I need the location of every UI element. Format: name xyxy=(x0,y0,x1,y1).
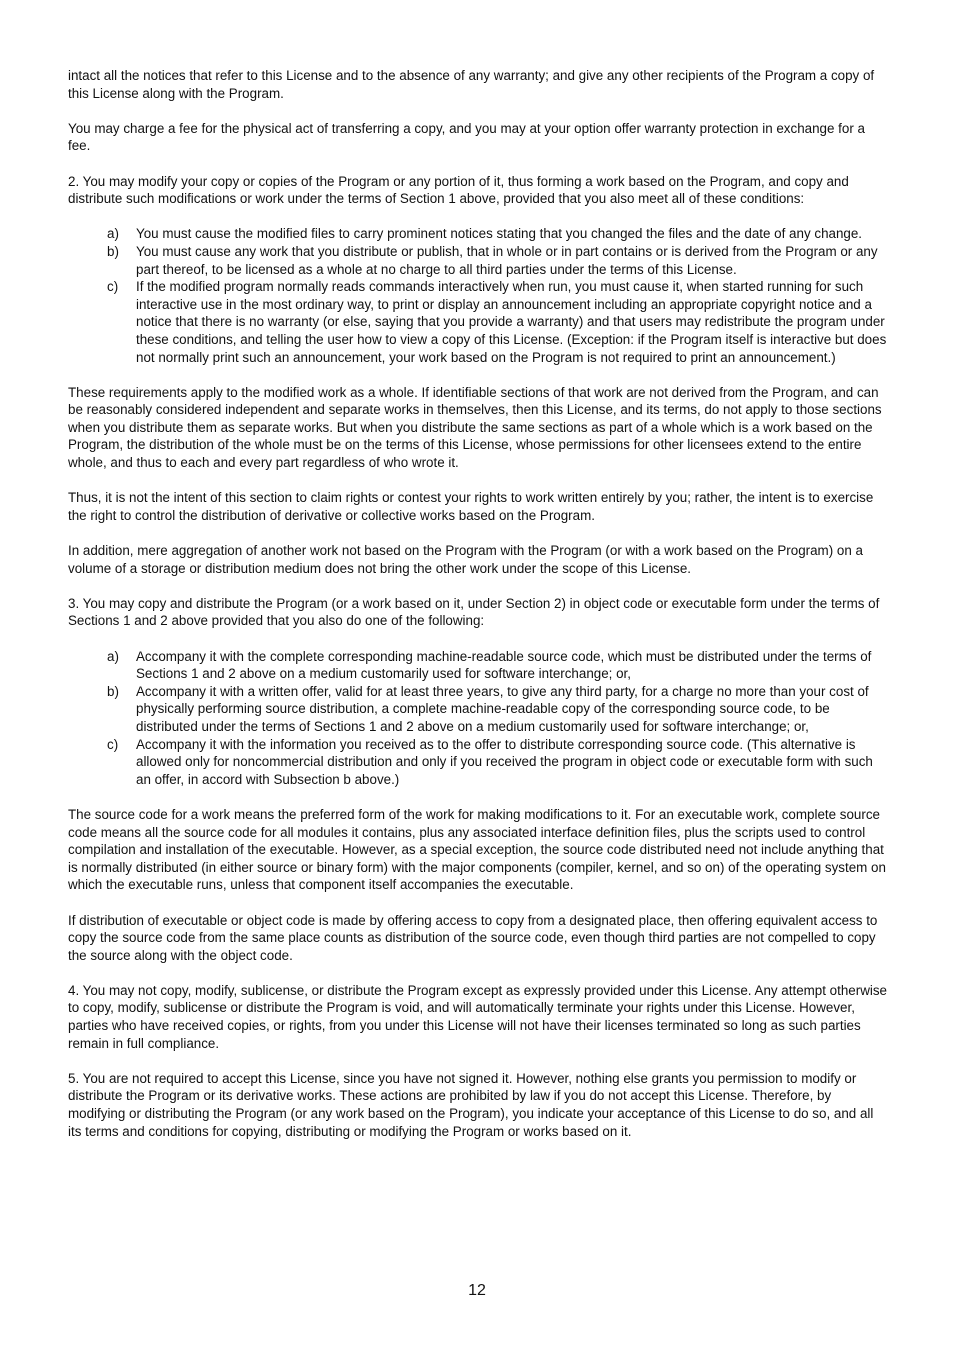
list-item xyxy=(68,736,888,789)
list-item-text: Accompany it with the information you received as to the offer to distribute corresponding source code. (This alternative is allowed only for noncommercial distribution and only if you received the program in object code or executable form with such an offer, in accord with Subsection b above.) xyxy=(136,736,873,787)
paragraph-section-3: 3. You may copy and distribute the Program (or a work based on it, under Section 2) in object code or executable form under the terms of Sections 1 and 2 above provided that you also do one of the following: xyxy=(68,595,880,629)
document-page xyxy=(68,67,888,1158)
list-item xyxy=(68,243,888,278)
page-number: 12 xyxy=(468,1282,486,1299)
paragraph-aggregation: In addition, mere aggregation of another work not based on the Program with the Program (or with a work based on the Program) on a volume of a storage or distribution medium does not bring the other work under the scope of this License. xyxy=(68,543,863,576)
paragraph-section-2: 2. You may modify your copy or copies of the Program or any portion of it, thus forming a work based on the Program, and copy and distribute such modifications or work under the terms of Section 1 above, provided that you also meet all of these conditions: xyxy=(68,173,849,207)
list-item xyxy=(68,225,888,243)
list-item-text: You must cause any work that you distribute or publish, that in whole or in part contains or is derived from the Program or any part thereof, to be licensed as a whole at no charge to all third parties under the terms of this License. xyxy=(136,243,878,277)
paragraph-section-4: 4. You may not copy, modify, sublicense, or distribute the Program except as expressly provided under this License. Any attempt otherwise to copy, modify, sublicense or distribute the Program is void, and will automatically terminate your rights under this License. However, parties who have received copies, or rights, from you under this License will not have their licenses terminated so long as such parties remain in full compliance. xyxy=(68,982,887,1051)
list-marker: b) xyxy=(107,683,119,699)
paragraph-requirements-whole: These requirements apply to the modified work as a whole. If identifiable sections of that work are not derived from the Program, and can be reasonably considered independent and separate works in themselves, then this License, and its terms, do not apply to those sections when you distribute them as separate works. But when you distribute the same sections as part of a whole which is a work based on the Program, the distribution of the whole must be on the terms of this License, whose permissions for other licensees extend to the entire whole, and thus to each and every part regardless of who wrote it. xyxy=(68,384,882,471)
list-item-text: Accompany it with a written offer, valid for at least three years, to give any third party, for a charge no more than your cost of physically performing source distribution, a complete machine-readable copy of the corresponding source code, to be distributed under the terms of Sections 1 and 2 above on a medium customarily used for software interchange; or, xyxy=(136,683,869,734)
list-marker: a) xyxy=(107,648,119,664)
list-marker: c) xyxy=(107,736,119,752)
paragraph-section-5: 5. You are not required to accept this License, since you have not signed it. However, nothing else grants you permission to modify or distribute the Program or its derivative works. These actions are prohibited by law if you do not accept this License. Therefore, by modifying or distributing the Program (or any work based on the Program), you indicate your acceptance of this License to do so, and all its terms and conditions for copying, distributing or modifying the Program or works based on it. xyxy=(68,1070,874,1139)
list-section-2-conditions xyxy=(68,225,888,366)
paragraph-intent: Thus, it is not the intent of this section to claim rights or contest your rights to work written entirely by you; rather, the intent is to exercise the right to control the distribution of derivative or collective works based on the Program. xyxy=(68,490,874,523)
list-marker: b) xyxy=(107,243,119,259)
paragraph-intact-notices: intact all the notices that refer to this License and to the absence of any warranty; and give any other recipients of the Program a copy of this License along with the Program. xyxy=(68,68,875,101)
list-section-3-options xyxy=(68,648,888,789)
list-item xyxy=(68,648,888,683)
paragraph-source-code-definition: The source code for a work means the preferred form of the work for making modifications to it. For an executable work, complete source code means all the source code for all modules it contains, plus any associated interface definition files, plus the scripts used to control compilation and installation of the executable. However, as a special exception, the source code distributed need not include anything that is normally distributed (in either source or binary form) with the major components (compiler, kernel, and so on) of the operating system on which the executable runs, unless that component itself accompanies the executable. xyxy=(68,806,886,893)
list-marker: c) xyxy=(107,279,119,295)
list-marker: a) xyxy=(107,226,119,242)
list-item-text: Accompany it with the complete corresponding machine-readable source code, which must be distributed under the terms of Sections 1 and 2 above on a medium customarily used for software interchange; or, xyxy=(136,648,872,682)
paragraph-designated-place: If distribution of executable or object code is made by offering access to copy from a designated place, then offering equivalent access to copy the source code from the same place counts as distribution of the source code, even though third parties are not compelled to copy the source along with the object code. xyxy=(68,912,878,963)
list-item-text: If the modified program normally reads commands interactively when run, you must cause it, when started running for such interactive use in the most ordinary way, to print or display an announcement including an appropriate copyright notice and a notice that there is no warranty (or else, saying that you provide a warranty) and that users may redistribute the program under these conditions, and telling the user how to view a copy of this License. (Exception: if the Program itself is interactive but does not normally print such an announcement, your work based on the Program is not required to print an announcement.) xyxy=(136,279,887,365)
list-item xyxy=(68,278,888,366)
list-item-text: You must cause the modified files to carry prominent notices stating that you changed the files and the date of any change. xyxy=(136,226,863,242)
paragraph-charge-fee: You may charge a fee for the physical act of transferring a copy, and you may at your option offer warranty protection in exchange for a fee. xyxy=(68,120,865,154)
list-item xyxy=(68,683,888,736)
